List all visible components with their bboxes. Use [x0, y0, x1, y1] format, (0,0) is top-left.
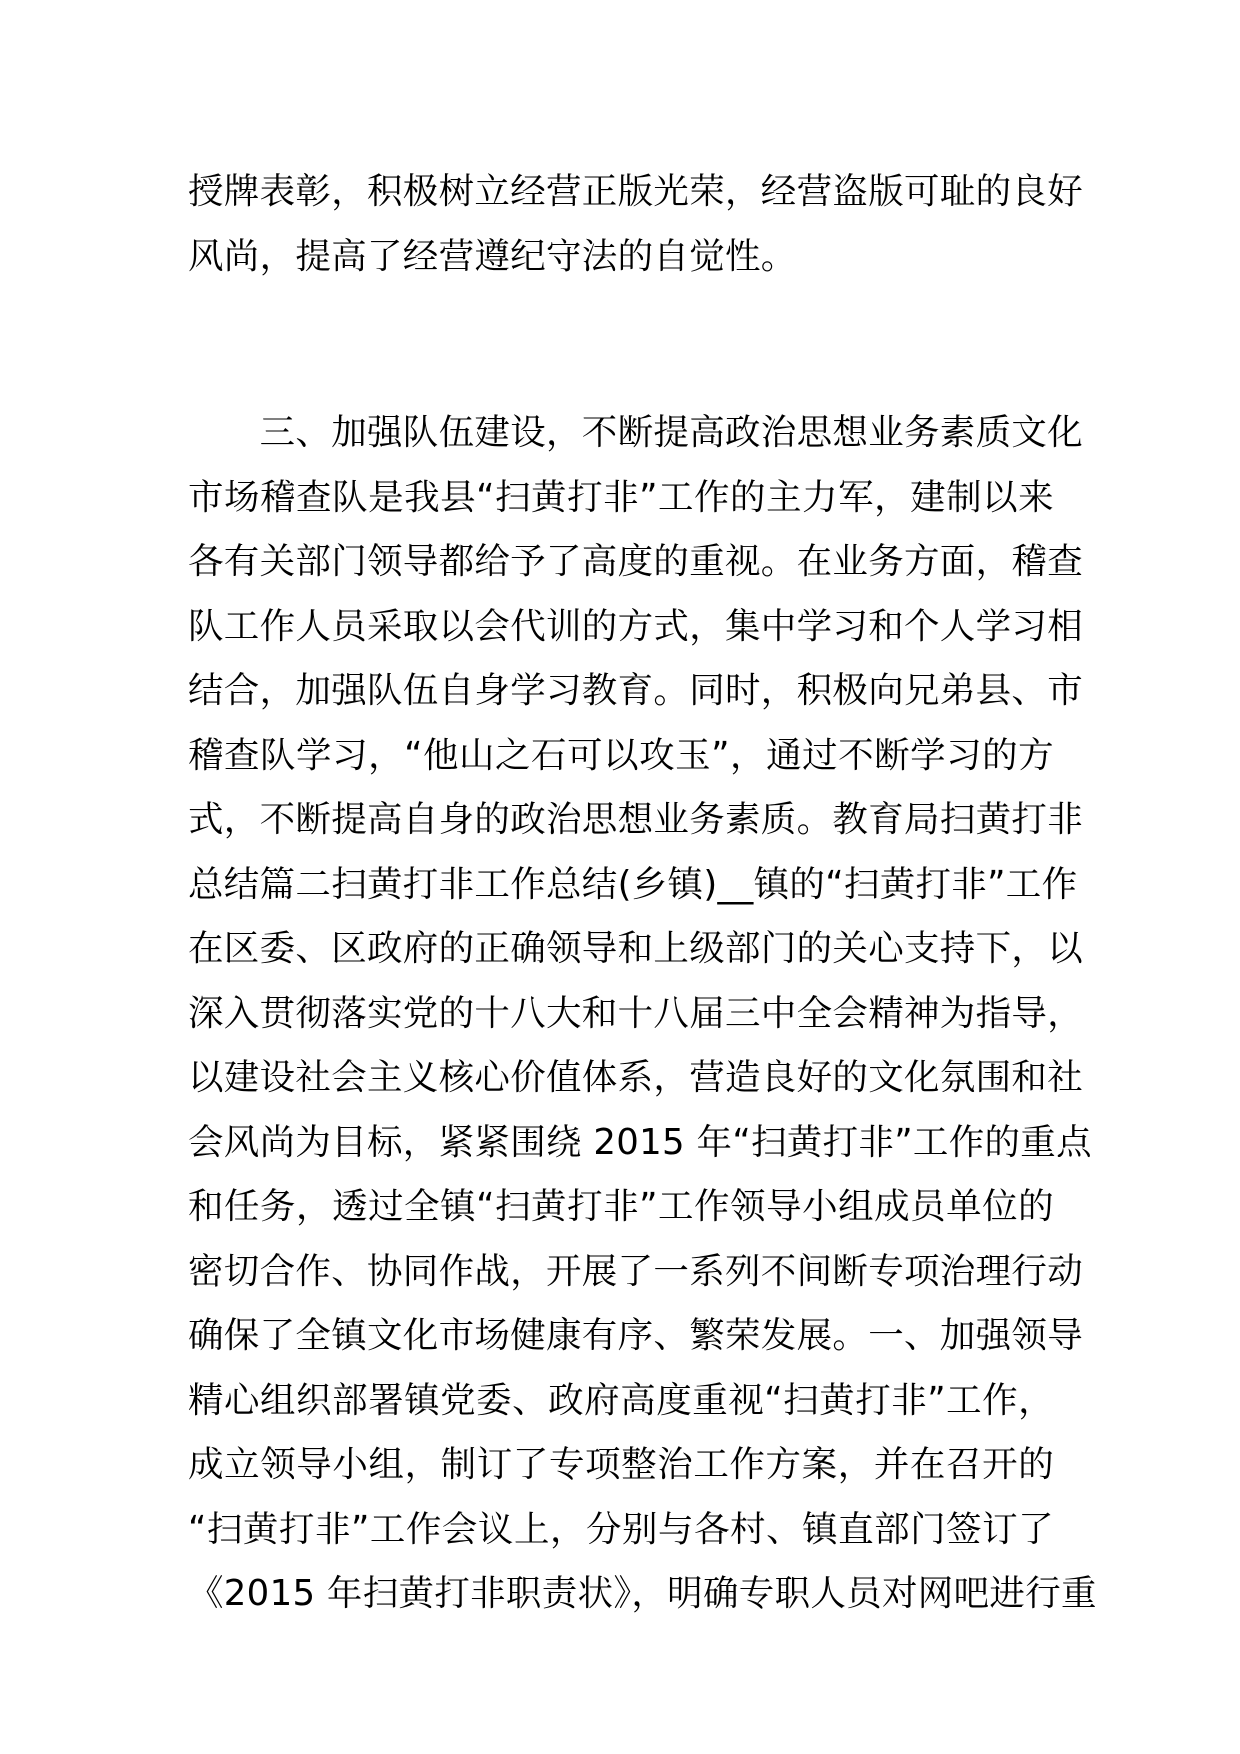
paragraph-line: 授牌表彰，积极树立经营正版光荣，经营盗版可耻的良好	[188, 171, 1084, 212]
paragraph-line: 密切合作、协同作战，开展了一系列不间断专项治理行动	[188, 1250, 1084, 1292]
paragraph-line: 深入贯彻落实党的十八大和十八届三中全会精神为指导，	[188, 992, 1084, 1034]
paragraph-line: “扫黄打非”工作会议上，分别与各村、镇直部门签订了	[188, 1508, 1054, 1550]
paragraph-line: 《2015 年扫黄打非职责状》，明确专职人员对网吧进行重	[188, 1573, 1097, 1614]
paragraph-line: 各有关部门领导都给予了高度的重视。在业务方面，稽查	[188, 541, 1084, 582]
paragraph-line: 在区委、区政府的正确领导和上级部门的关心支持下，以	[188, 928, 1084, 969]
paragraph-line: 稽查队学习，“他山之石可以攻玉”，通过不断学习的方	[188, 734, 1054, 776]
paragraph-1	[188, 160, 1084, 289]
paragraph-line: 市场稽查队是我县“扫黄打非”工作的主力军，建制以来	[188, 476, 1054, 518]
paragraph-line: 和任务，透过全镇“扫黄打非”工作领导小组成员单位的	[188, 1186, 1054, 1227]
paragraph-line: 结合，加强队伍自身学习教育。同时，积极向兄弟县、市	[188, 670, 1084, 711]
paragraph-2	[188, 401, 1097, 1627]
paragraph-line: 精心组织部署镇党委、政府高度重视“扫黄打非”工作，	[188, 1379, 1054, 1421]
paragraph-line: 式，不断提高自身的政治思想业务素质。教育局扫黄打非	[188, 799, 1084, 840]
paragraph-spacing	[188, 289, 1054, 401]
document-page	[188, 160, 1097, 1627]
paragraph-line: 以建设社会主义核心价值体系，营造良好的文化氛围和社	[188, 1057, 1084, 1098]
paragraph-line: 总结篇二扫黄打非工作总结(乡镇)__镇的“扫黄打非”工作	[188, 863, 1078, 905]
paragraph-line: 会风尚为目标，紧紧围绕 2015 年“扫黄打非”工作的重点	[188, 1121, 1092, 1163]
paragraph-line: 三、加强队伍建设，不断提高政治思想业务素质文化	[188, 412, 1084, 453]
paragraph-line: 风尚，提高了经营遵纪守法的自觉性。	[188, 235, 797, 277]
paragraph-line: 确保了全镇文化市场健康有序、繁荣发展。一、加强领导	[188, 1315, 1084, 1356]
paragraph-line: 成立领导小组，制订了专项整治工作方案，并在召开的	[188, 1444, 1054, 1485]
paragraph-line: 队工作人员采取以会代训的方式，集中学习和个人学习相	[188, 605, 1084, 647]
